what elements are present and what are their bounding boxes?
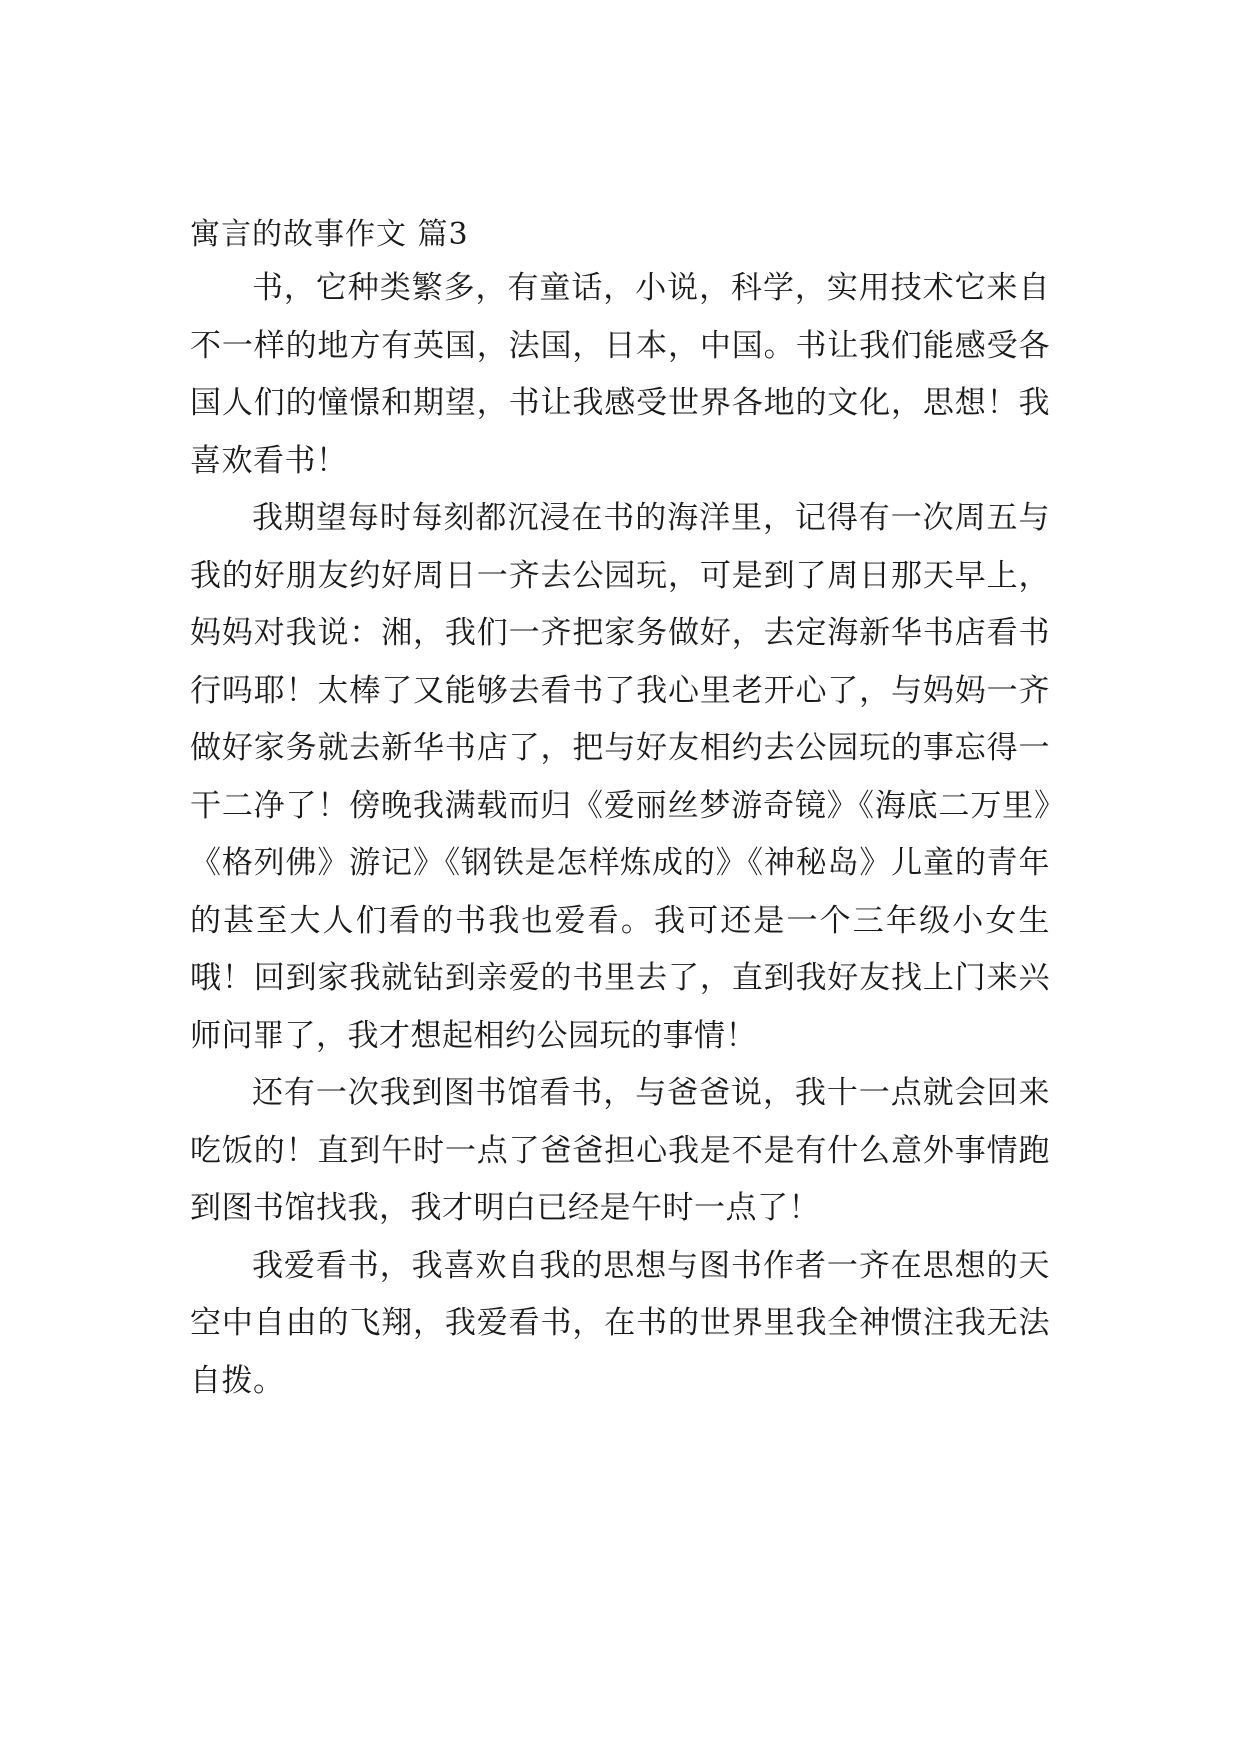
paragraph-2: 我期望每时每刻都沉浸在书的海洋里，记得有一次周五与我的好朋友约好周日一齐去公园玩，可是到了周日那天早上，妈妈对我说：湘，我们一齐把家务做好，去定海新华书店看书行吗耶！太棒了又能够去看书了我心里老开心了，与妈妈一齐做好家务就去新华书店了，把与好友相约去公园玩的事忘得一干二净了！傍晚我满载而归《爱丽丝梦游奇镜》《海底二万里》《格列佛》游记》《钢铁是怎样炼成的》《神秘岛》儿童的青年的甚至大人们看的书我也爱看。我可还是一个三年级小女生哦！回到家我就钻到亲爱的书里去了，直到我好友找上门来兴师问罪了，我才想起相约公园玩的事情！ <box>190 500 1050 1054</box>
paragraph-1: 书，它种类繁多，有童话，小说，科学，实用技术它来自不一样的地方有英国，法国，日本，中国。书让我们能感受各国人们的憧憬和期望，书让我感受世界各地的文化，思想！我喜欢看书！ <box>190 270 1050 479</box>
paragraph-4: 我爱看书，我喜欢自我的思想与图书作者一齐在思想的天空中自由的飞翔，我爱看书，在书的世界里我全神惯注我无法自拨。 <box>190 1247 1050 1399</box>
document-body <box>190 217 1050 1410</box>
paragraph-3: 还有一次我到图书馆看书，与爸爸说，我十一点就会回来吃饭的！直到午时一点了爸爸担心我是不是有什么意外事情跑到图书馆找我，我才明白已经是午时一点了！ <box>190 1075 1050 1226</box>
document-title: 寓言的故事作文 篇3 <box>190 217 469 252</box>
